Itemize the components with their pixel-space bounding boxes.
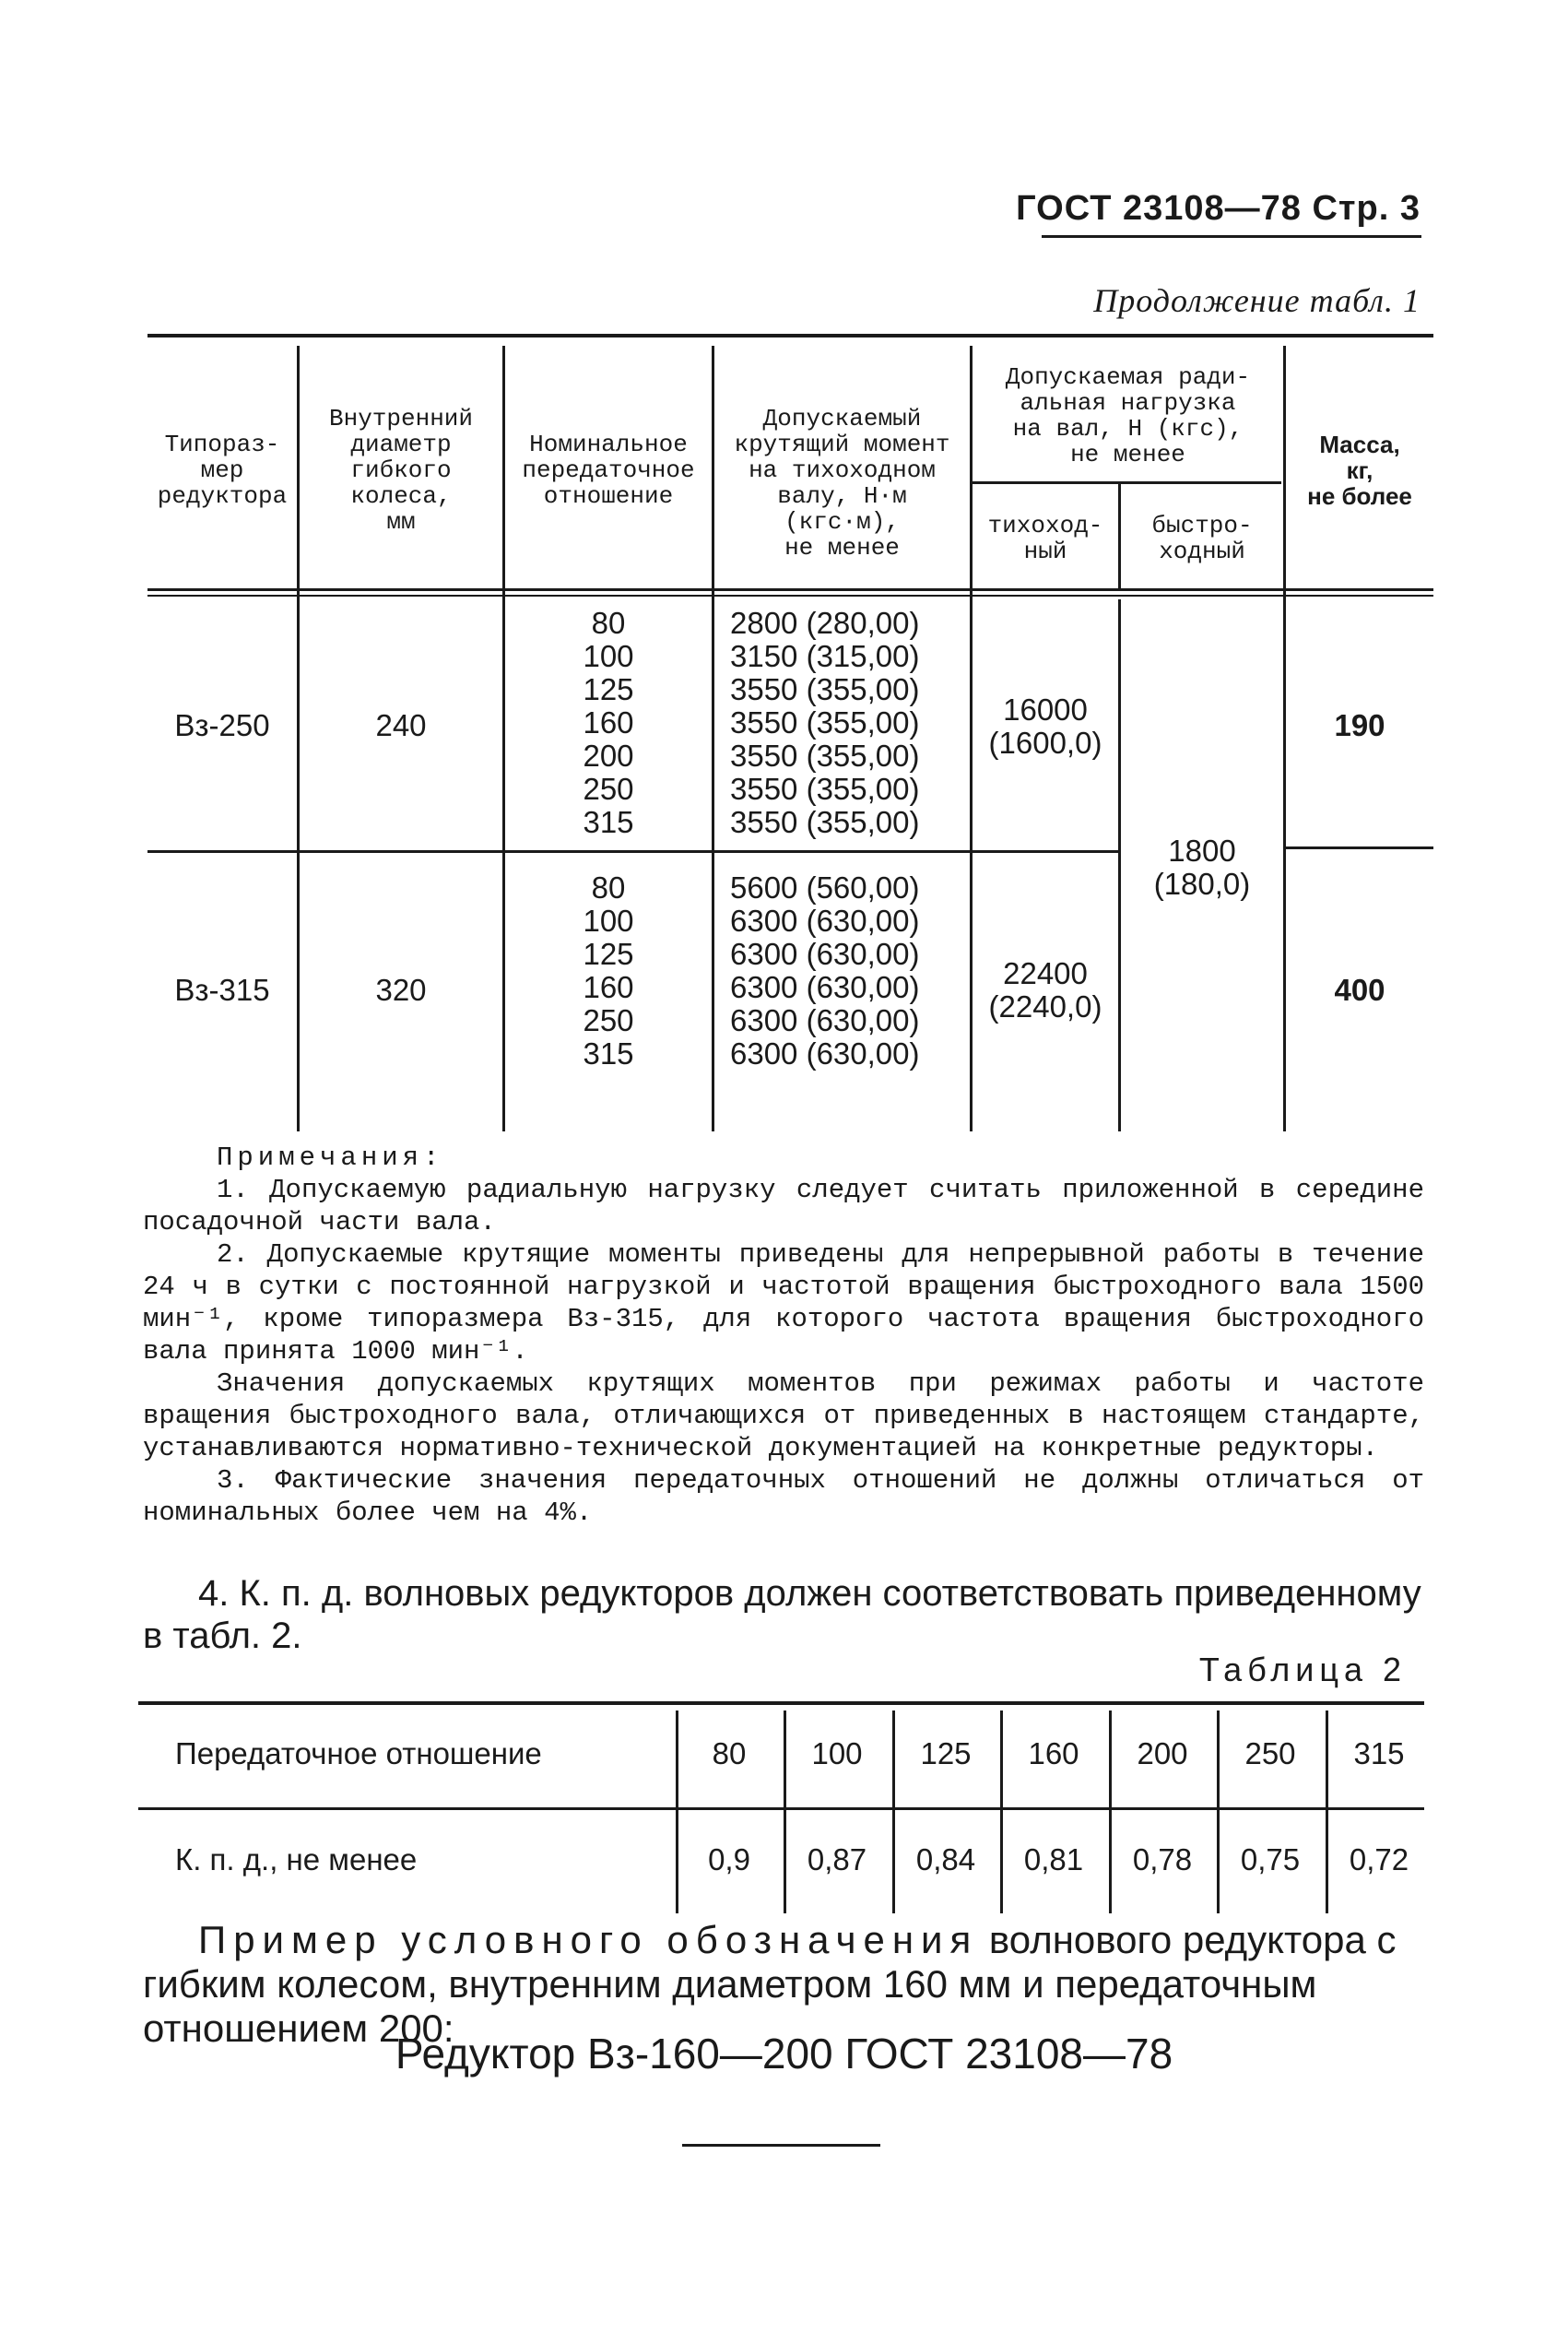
table1-top-rule bbox=[147, 334, 1433, 337]
header-radial-slow: тихоход- ный bbox=[987, 512, 1103, 565]
note-3: 3. Фактические значения передаточных отношений не должны отличаться от номинальных более чем на 4%. bbox=[143, 1465, 1424, 1528]
row2-diameter: 320 bbox=[375, 973, 427, 1007]
row2-radial-slow: 22400 (2240,0) bbox=[988, 956, 1102, 1024]
row1-diameter: 240 bbox=[375, 708, 427, 742]
header-diameter: Внутренний диаметр гибкого колеса, мм bbox=[328, 405, 474, 536]
header-ratio: Номинальное передаточное отношение bbox=[522, 431, 695, 510]
header-underline bbox=[1042, 235, 1421, 238]
efficiency-cell: 0,72 bbox=[1349, 1842, 1409, 1876]
efficiency-cell: 0,84 bbox=[915, 1842, 976, 1876]
row2-torques: 5600 (560,00) 6300 (630,00) 6300 (630,00) 6300 (630,00) 6300 (630,00) 6300 (630,00) bbox=[730, 870, 920, 1071]
efficiency-cell: 0,87 bbox=[807, 1842, 867, 1876]
ratio-cell: 100 bbox=[811, 1736, 863, 1770]
table1-header-rule bbox=[147, 588, 1433, 591]
table2-row1-label: Передаточное отношение bbox=[175, 1736, 542, 1770]
table-continuation-label: Продолжение табл. 1 bbox=[1093, 282, 1421, 319]
notes-block bbox=[143, 1142, 1424, 1529]
row1-torques: 2800 (280,00) 3150 (315,00) 3550 (355,00) 3550 (355,00) 3550 (355,00) 3550 (355,00) 3550 (355,00) bbox=[730, 606, 920, 839]
row-separator bbox=[147, 850, 1120, 853]
table2-top-rule bbox=[138, 1701, 1424, 1705]
header-radial-fast: быстро- ходный bbox=[1151, 512, 1253, 565]
example-designation: Редуктор Вз-160—200 ГОСТ 23108—78 bbox=[395, 2030, 1173, 2077]
row2-mass: 400 bbox=[1334, 973, 1385, 1007]
radial-subheader-rule bbox=[973, 481, 1281, 484]
ratio-cell: 160 bbox=[1028, 1736, 1079, 1770]
note-1: 1. Допускаемую радиальную нагрузку следует считать приложенной в середине посадочной части вала. bbox=[143, 1175, 1424, 1237]
ratio-cell: 200 bbox=[1137, 1736, 1188, 1770]
row1-radial-slow: 16000 (1600,0) bbox=[988, 692, 1102, 760]
efficiency-cell: 0,81 bbox=[1023, 1842, 1084, 1876]
document-header: ГОСТ 23108—78 Стр. 3 bbox=[1016, 189, 1421, 228]
end-rule bbox=[682, 2144, 880, 2147]
ratio-cell: 125 bbox=[920, 1736, 972, 1770]
example-lead: Пример условного обозначения bbox=[198, 1918, 979, 1961]
row1-mass: 190 bbox=[1334, 708, 1385, 742]
header-type: Типораз- мер редуктора bbox=[157, 431, 288, 510]
efficiency-cell: 0,78 bbox=[1132, 1842, 1193, 1876]
efficiency-cell: 0,9 bbox=[708, 1842, 750, 1876]
row2-ratios: 80 100 125 160 250 315 bbox=[583, 870, 634, 1071]
row2-type: Вз-315 bbox=[174, 973, 270, 1007]
ratio-cell: 315 bbox=[1353, 1736, 1405, 1770]
row1-type: Вз-250 bbox=[174, 708, 270, 742]
header-radial: Допускаемая ради- альная нагрузка на вал, Н (кгс), не менее bbox=[1005, 363, 1251, 468]
table2-row2-label: К. п. д., не менее bbox=[175, 1842, 418, 1876]
notes-title: Примечания: bbox=[217, 1142, 444, 1173]
example-text: волнового редуктора с гибким колесом, внутренним диаметром 160 мм и передаточным отношением 200: bbox=[143, 1918, 1397, 2050]
row-separator-mass bbox=[1286, 846, 1433, 849]
header-mass: Масса, кг, не более bbox=[1307, 431, 1412, 510]
efficiency-cell: 0,75 bbox=[1240, 1842, 1301, 1876]
radial-fast-shared: 1800 (180,0) bbox=[1153, 834, 1251, 901]
ratio-cell: 250 bbox=[1244, 1736, 1296, 1770]
table2-mid-rule bbox=[138, 1807, 1424, 1810]
note-2: 2. Допускаемые крутящие моменты приведены для непрерывной работы в течение 24 ч в сутки с постоянной нагрузкой и частотой вращения быстроходного вала 1500 мин⁻¹, кроме типоразмера Вз-315, для которого частота вращения быстроходного вала принята 1000 мин⁻¹. bbox=[143, 1239, 1424, 1367]
table1-header-rule-2 bbox=[147, 595, 1433, 597]
header-torque: Допускаемый крутящий момент на тихоходном валу, Н·м (кгс·м), не менее bbox=[734, 405, 950, 562]
paragraph-4: 4. К. п. д. волновых редукторов должен соответствовать приведенному в табл. 2. bbox=[143, 1573, 1421, 1656]
ratio-cell: 80 bbox=[712, 1736, 747, 1770]
row1-ratios: 80 100 125 160 200 250 315 bbox=[583, 606, 634, 839]
table2-title: Таблица 2 bbox=[1198, 1651, 1407, 1688]
note-2b: Значения допускаемых крутящих моментов при режимах работы и частоте вращения быстроходного вала, отличающихся от приведенных в настоящем стандарте, устанавливаются нормативно-технической документацией на конкретные редукторы. bbox=[143, 1368, 1424, 1463]
